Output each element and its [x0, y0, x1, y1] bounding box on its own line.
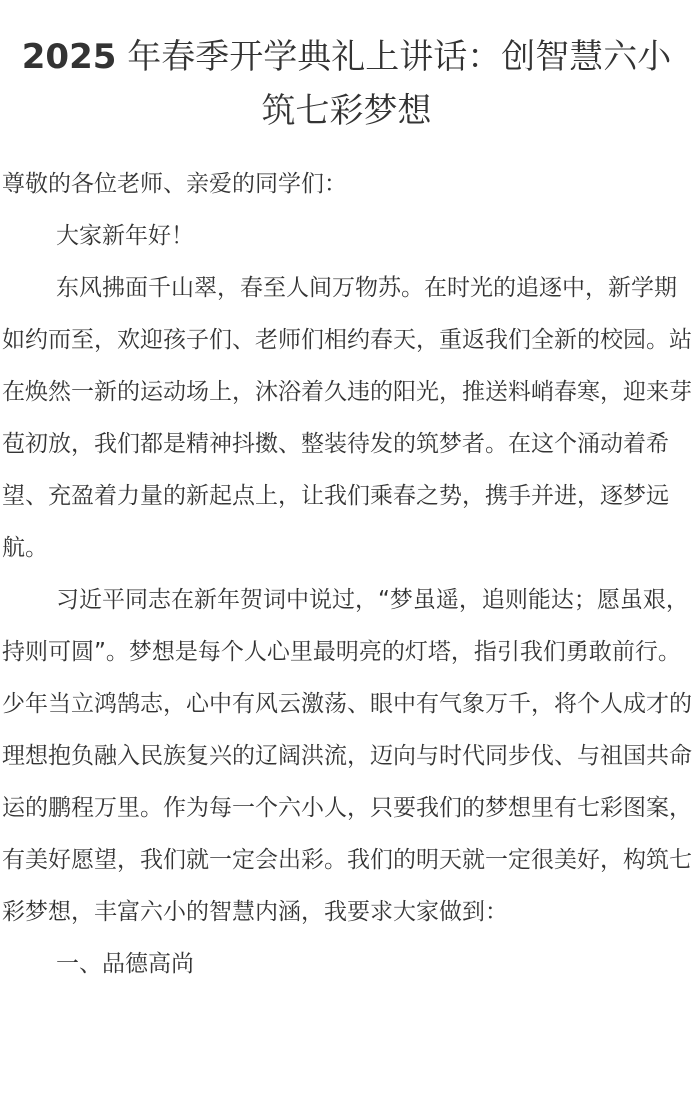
document-body — [0, 158, 693, 990]
document-title — [0, 0, 693, 138]
section-heading-1: 一、品德高尚 — [56, 951, 194, 977]
salutation: 尊敬的各位老师、亲爱的同学们： — [2, 171, 347, 197]
title-line2: 筑七彩梦想 — [261, 91, 432, 131]
paragraph-1: 东风拂面千山翠，春至人间万物苏。在时光的追逐中，新学期如约而至，欢迎孩子们、老师们相约春天，重返我们全新的校园。站在焕然一新的运动场上，沐浴着久违的阳光，推送料峭春寒，迎来芽苞初放，我们都是精神抖擞、整装待发的筑梦者。在这个涌动着希望、充盈着力量的新起点上，让我们乘春之势，携手并进，逐梦远航。 — [2, 275, 692, 561]
title-year: 2025 — [21, 37, 117, 77]
title-line1: 年春季开学典礼上讲话：创智慧六小 — [127, 37, 672, 77]
greeting: 大家新年好！ — [56, 223, 194, 249]
paragraph-2: 习近平同志在新年贺词中说过，“梦虽遥，追则能达；愿虽艰，持则可圆”。梦想是每个人心里最明亮的灯塔，指引我们勇敢前行。少年当立鸿鹄志，心中有风云激荡、眼中有气象万千，将个人成才的理想抱负融入民族复兴的辽阔洪流，迈向与时代同步伐、与祖国共命运的鹏程万里。作为每一个六小人，只要我们的梦想里有七彩图案，有美好愿望，我们就一定会出彩。我们的明天就一定很美好，构筑七彩梦想，丰富六小的智慧内涵，我要求大家做到： — [2, 587, 692, 925]
